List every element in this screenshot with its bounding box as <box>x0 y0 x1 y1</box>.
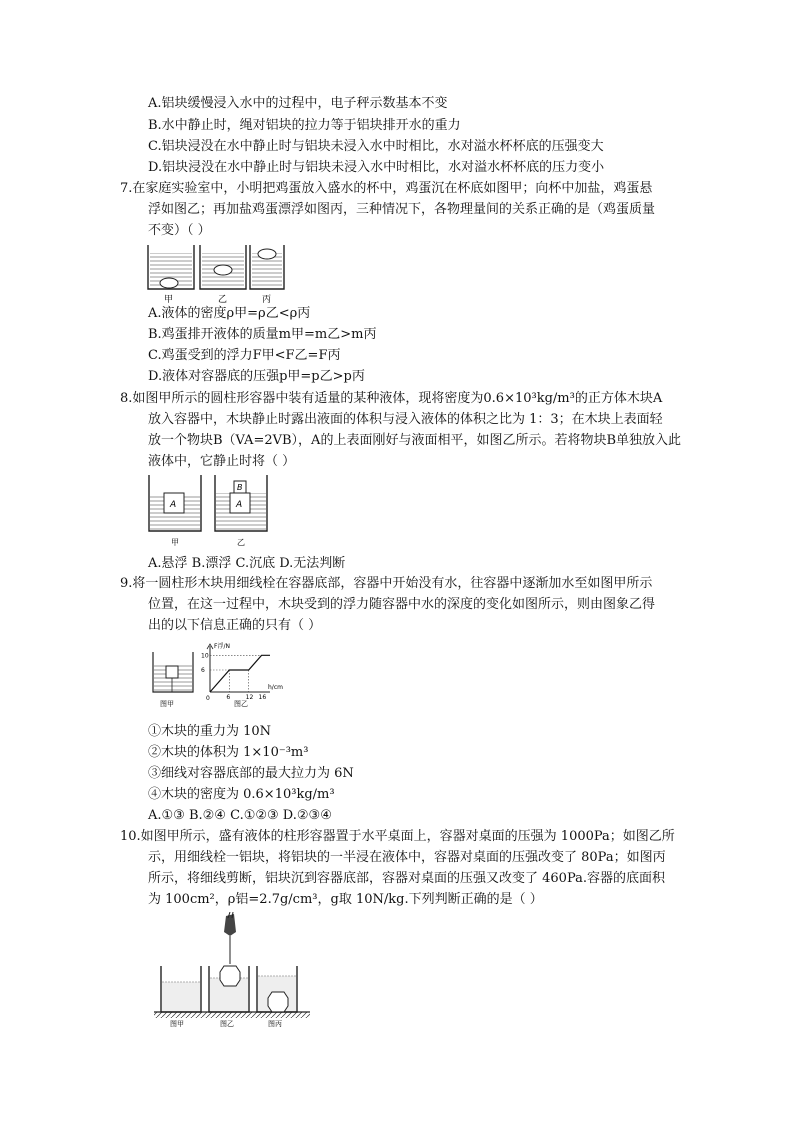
hand-icon <box>224 912 236 936</box>
q10-figure <box>152 912 312 1028</box>
q9-container-jia <box>153 652 193 708</box>
q6-option-a: A.铝块缓慢浸入水中的过程中，电子秤示数基本不变 <box>148 96 448 111</box>
chart-x-tick-label: 16 <box>258 694 267 701</box>
q10-stem-line4: 为 100cm²，ρ铝=2.7g/cm³，g取 10N/kg.下列判断正确的是（ ） <box>148 892 543 907</box>
q9-stem-line1: 9.将一圆柱形木块用细线栓在容器底部，容器中开始没有水，往容器中逐渐加水至如图甲所示 <box>120 576 653 591</box>
q8-fig-label-jia: 甲 <box>171 538 179 547</box>
q7-option-c: C.鸡蛋受到的浮力F甲<F乙=F丙 <box>148 348 341 363</box>
q7-stem-line3: 不变）（ ） <box>148 223 211 238</box>
cup-jia <box>148 245 194 289</box>
chart-xlabel: h/cm <box>268 684 283 691</box>
q7-egg-figure <box>146 243 286 305</box>
q9-options: A.①③ B.②④ C.①②③ D.②③④ <box>148 808 332 823</box>
q10-stem-line3: 所示，将细线剪断，铝块沉到容器底部，容器对桌面的压强又改变了 460Pa.容器的底面积 <box>148 871 665 886</box>
block-a-label: A <box>170 500 177 510</box>
q7-option-b: B.鸡蛋排开液体的质量m甲=m乙>m丙 <box>148 327 377 342</box>
q8-stem-line3: 放一个物块B（VA=2VB），A的上表面刚好与液面相平，如图乙所示。若将物块B单独放入此 <box>148 433 681 448</box>
q10-fig-label-jia: 图甲 <box>170 1020 184 1028</box>
q7-stem-line2: 浮如图乙；再加盐鸡蛋漂浮如图丙，三种情况下，各物理量间的关系正确的是（鸡蛋质量 <box>148 202 656 217</box>
cup-yi <box>200 245 246 289</box>
q7-option-d: D.液体对容器底的压强p甲=p乙>p丙 <box>148 369 365 384</box>
q10-container-bing <box>257 966 297 1012</box>
q9-figure <box>150 640 300 716</box>
q10-container-yi <box>209 966 249 1012</box>
q9-item-1: ①木块的重力为 10N <box>148 724 272 739</box>
q8-stem-line1: 8.如图甲所示的圆柱形容器中装有适量的某种液体，现将密度为0.6×10³kg/m³的正方体木块A <box>120 391 663 406</box>
q6-option-b: B.水中静止时，绳对铝块的拉力等于铝块排开水的重力 <box>148 118 461 133</box>
q9-fig-jia-label: 图甲 <box>160 700 174 708</box>
q7-stem-line1: 7.在家庭实验室中，小明把鸡蛋放入盛水的杯中，鸡蛋沉在杯底如图甲；向杯中加盐，鸡蛋悬 <box>120 181 653 196</box>
q10-container-jia <box>161 966 201 1012</box>
block-a-label-2: A <box>236 500 243 510</box>
q8-stem-line4: 液体中，它静止时将（ ） <box>148 454 296 469</box>
chart-series-line <box>210 655 270 692</box>
q8-options: A.悬浮 B.漂浮 C.沉底 D.无法判断 <box>148 556 346 571</box>
chart-y-tick-label: 10 <box>201 652 209 660</box>
q7-option-a: A.液体的密度ρ甲=ρ乙<ρ丙 <box>148 306 311 321</box>
q10-fig-label-yi: 图乙 <box>220 1020 234 1028</box>
q6-option-d: D.铝块浸没在水中静止时与铝块未浸入水中时相比，水对溢水杯杯底的压力变小 <box>148 160 605 175</box>
cup-bing <box>250 245 284 289</box>
q6-option-c: C.铝块浸没在水中静止时与铝块未浸入水中时相比，水对溢水杯杯底的压强变大 <box>148 139 604 154</box>
container-jia <box>149 475 201 531</box>
q7-fig-label-yi: 乙 <box>218 295 228 305</box>
container-yi <box>215 475 267 531</box>
tabletop <box>154 1012 310 1018</box>
q9-fig-yi-label: 图乙 <box>234 700 248 708</box>
q9-item-3: ③细线对容器底部的最大拉力为 6N <box>148 766 354 781</box>
q9-item-4: ④木块的密度为 0.6×10³kg/m³ <box>148 787 335 802</box>
chart-x-tick-label: 6 <box>226 694 231 701</box>
chart-x-tick-label: 12 <box>245 694 254 701</box>
q9-buoyancy-chart <box>201 642 283 708</box>
block-b-label: B <box>237 483 243 492</box>
q9-stem-line2: 位置，在这一过程中，木块受到的浮力随容器中水的深度的变化如图所示，则由图象乙得 <box>148 597 656 612</box>
chart-ylabel: F浮/N <box>214 643 230 650</box>
q10-fig-label-bing: 图丙 <box>268 1020 282 1028</box>
chart-origin: 0 <box>206 695 210 702</box>
q9-stem-line3: 出的以下信息正确的只有（ ） <box>148 618 322 633</box>
chart-y-tick-label: 6 <box>201 667 205 674</box>
q7-fig-label-bing: 丙 <box>262 295 272 305</box>
q10-stem-line1: 10.如图甲所示，盛有液体的柱形容器置于水平桌面上，容器对桌面的压强为 1000Pa；如图乙所 <box>120 829 675 844</box>
q8-stem-line2: 放入容器中，木块静止时露出液面的体积与浸入液体的体积之比为 1：3；在木块上表面轻 <box>148 412 663 427</box>
q9-item-2: ②木块的体积为 1×10⁻³m³ <box>148 745 309 760</box>
q8-fig-label-yi: 乙 <box>237 538 245 547</box>
q8-block-figure <box>146 471 276 549</box>
q7-fig-label-jia: 甲 <box>164 295 174 305</box>
q10-stem-line2: 示，用细线栓一铝块，将铝块的一半浸在液体中，容器对桌面的压强改变了 80Pa；如图丙 <box>148 850 666 865</box>
